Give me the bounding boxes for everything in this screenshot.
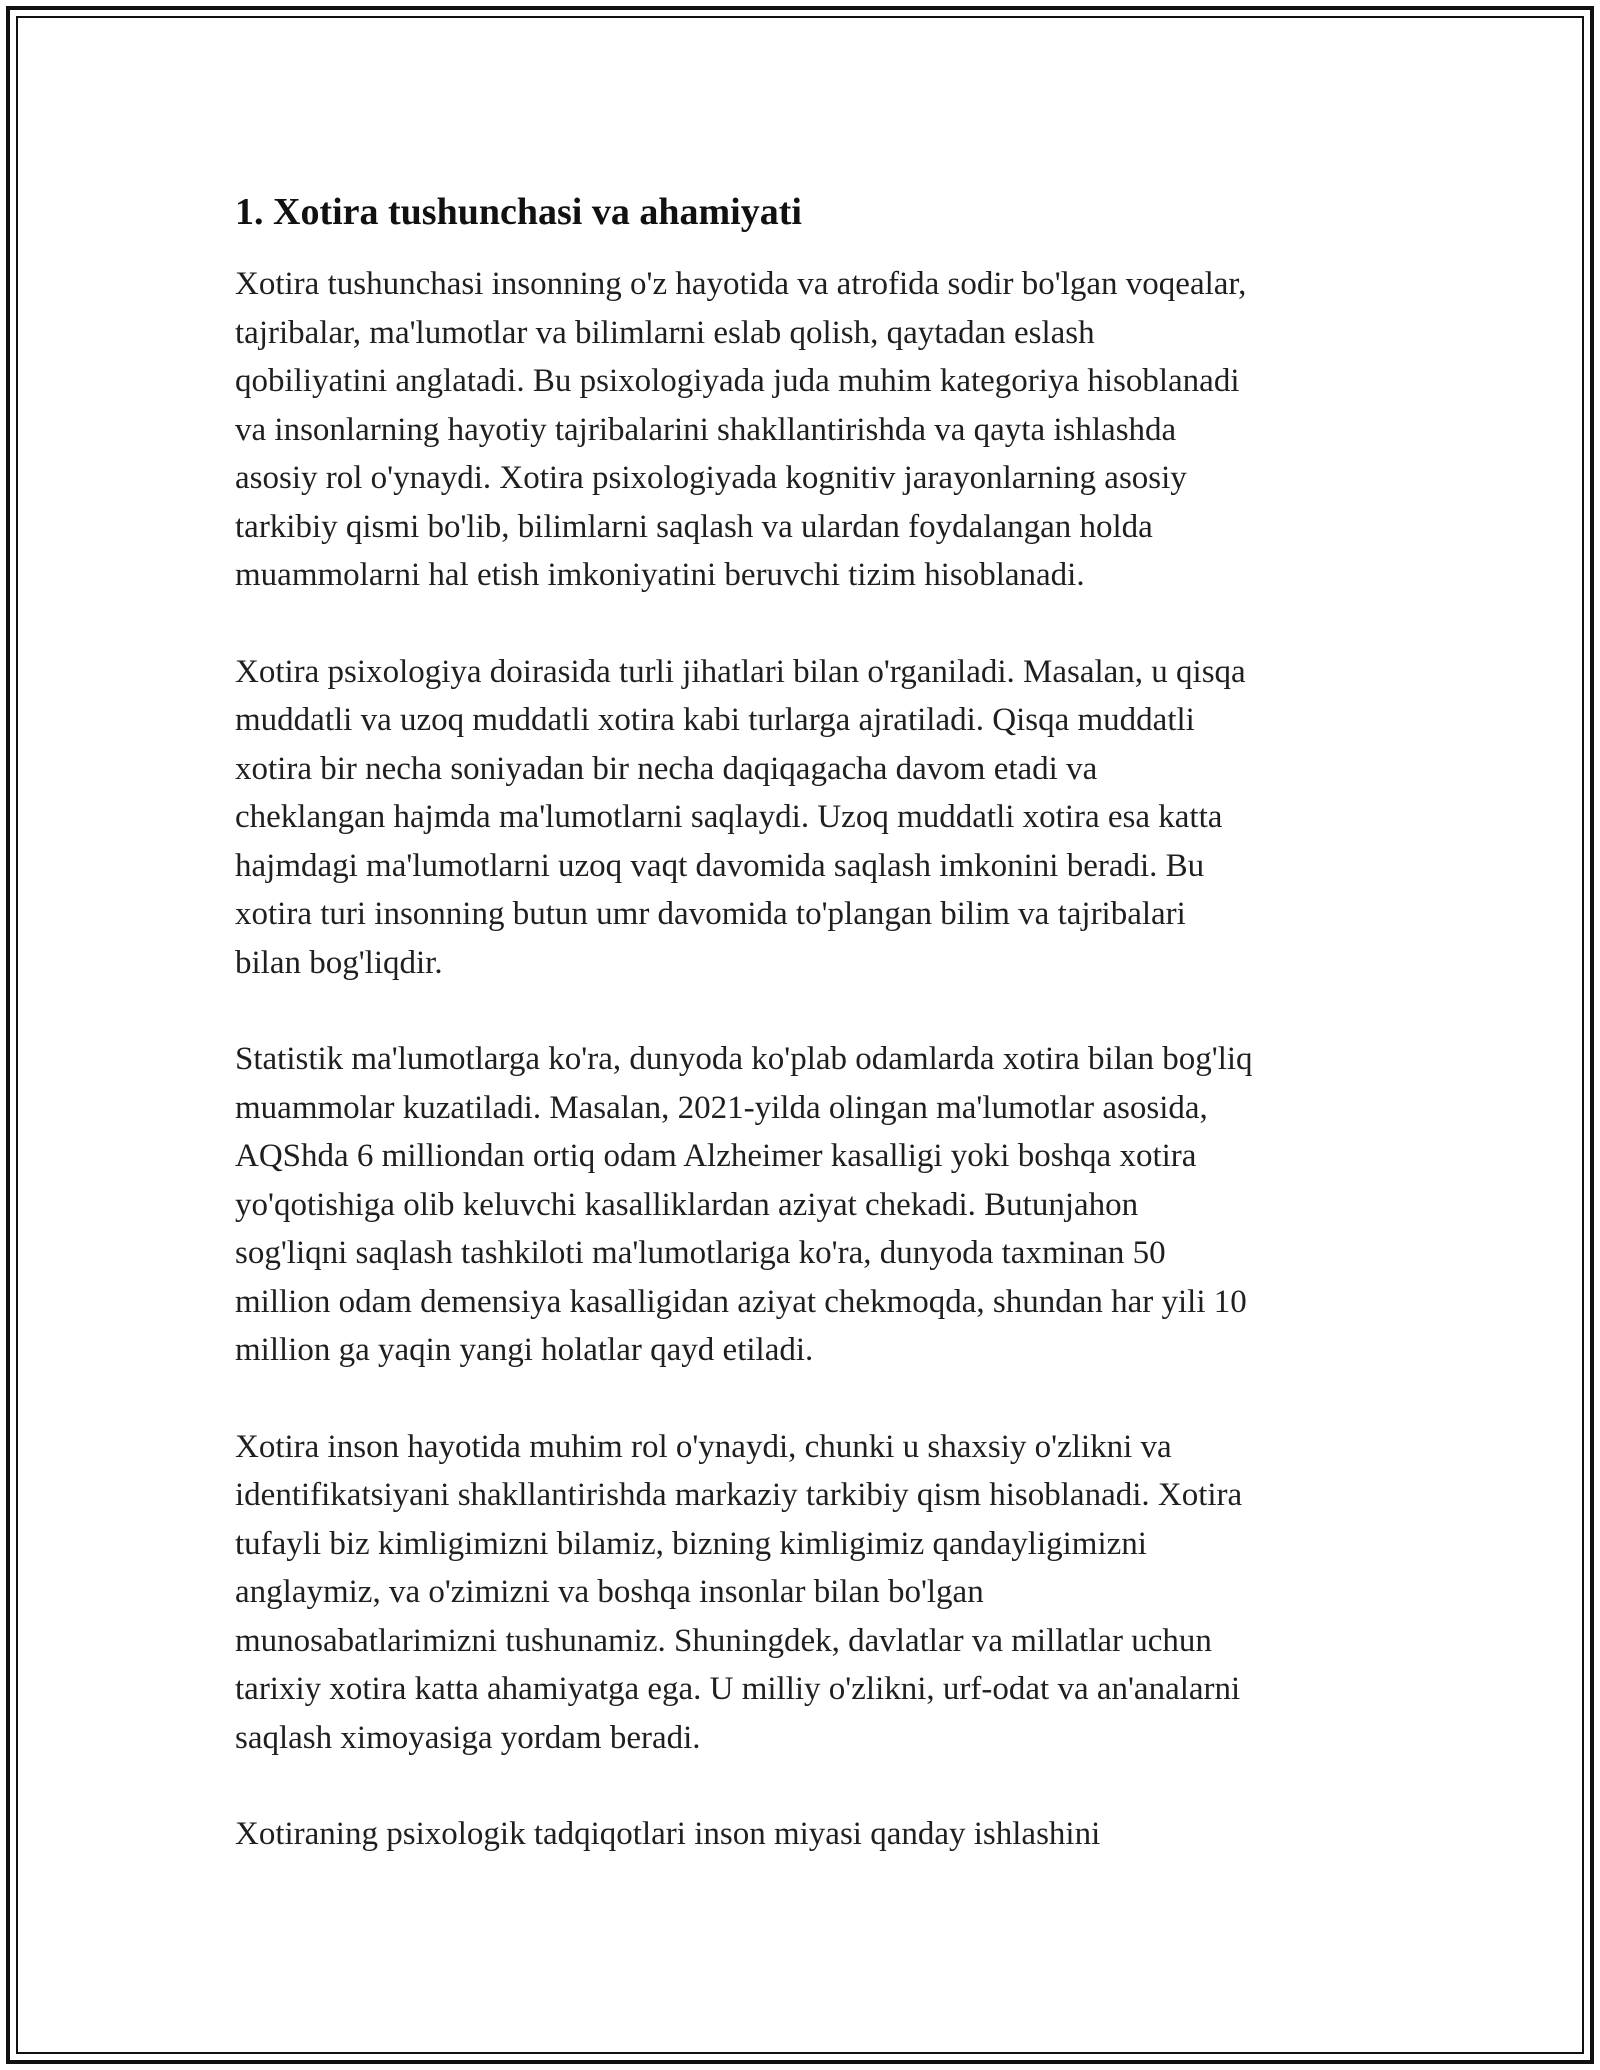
paragraph-2: Xotira psixologiya doirasida turli jihatlari bilan o'rganiladi. Masalan, u qisqa muddatli va uzoq muddatli xotira kabi turlarga ajratiladi. Qisqa muddatli xotira bir necha soniyadan bir necha daqiqagacha davom etadi va cheklangan hajmda ma'lumotlarni saqlaydi. Uzoq muddatli xotira esa katta hajmdagi ma'lumotlarni uzoq vaqt davomida saqlash imkonini beradi. Bu xotira turi insonning butun umr davomida to'plangan bilim va tajribalari bilan bog'liqdir.: [235, 653, 1246, 981]
paragraph-3: Statistik ma'lumotlarga ko'ra, dunyoda ko'plab odamlarda xotira bilan bog'liq muammolar kuzatiladi. Masalan, 2021-yilda olingan ma'lumotlar asosida, AQShda 6 milliondan ortiq odam Alzheimer kasalligi yoki boshqa xotira yo'qotishiga olib keluvchi kasalliklardan aziyat chekadi. Butunjahon sog'liqni saqlash tashkiloti ma'lumotlariga ko'ra, dunyoda taxminan 50 million odam demensiya kasalligidan aziyat chekmoqda, shundan har yili 10 million ga yaqin yangi holatlar qayd etiladi.: [235, 1041, 1253, 1368]
document-body: [235, 186, 1375, 1907]
paragraph-4: Xotira inson hayotida muhim rol o'ynaydi, chunki u shaxsiy o'zlikni va identifikatsiyani shakllantirishda markaziy tarkibiy qism hisoblanadi. Xotira tufayli biz kimligimizni bilamiz, bizning kimligimiz qandayligimizni anglaymiz, va o'zimizni va boshqa insonlar bilan bo'lgan munosabatlarimizni tushunamiz. Shuningdek, davlatlar va millatlar uchun tarixiy xotira katta ahamiyatga ega. U milliy o'zlikni, urf-odat va an'analarni saqlash ximoyasiga yordam beradi.: [235, 1428, 1243, 1756]
paragraph-5: Xotiraning psixologik tadqiqotlari inson miyasi qanday ishlashini: [235, 1816, 1101, 1852]
section-heading: 1. Xotira tushunchasi va ahamiyati: [235, 191, 802, 233]
paragraph-1: Xotira tushunchasi insonning o'z hayotida va atrofida sodir bo'lgan voqealar, tajribalar, ma'lumotlar va bilimlarni eslab qolish, qaytadan eslash qobiliyatini anglatadi. Bu psixologiyada juda muhim kategoriya hisoblanadi va insonlarning hayotiy tajribalarini shakllantirishda va qayta ishlashda asosiy rol o'ynaydi. Xotira psixologiyada kognitiv jarayonlarning asosiy tarkibiy qismi bo'lib, bilimlarni saqlash va ulardan foydalangan holda muammolarni hal etish imkoniyatini beruvchi tizim hisoblanadi.: [235, 266, 1247, 593]
